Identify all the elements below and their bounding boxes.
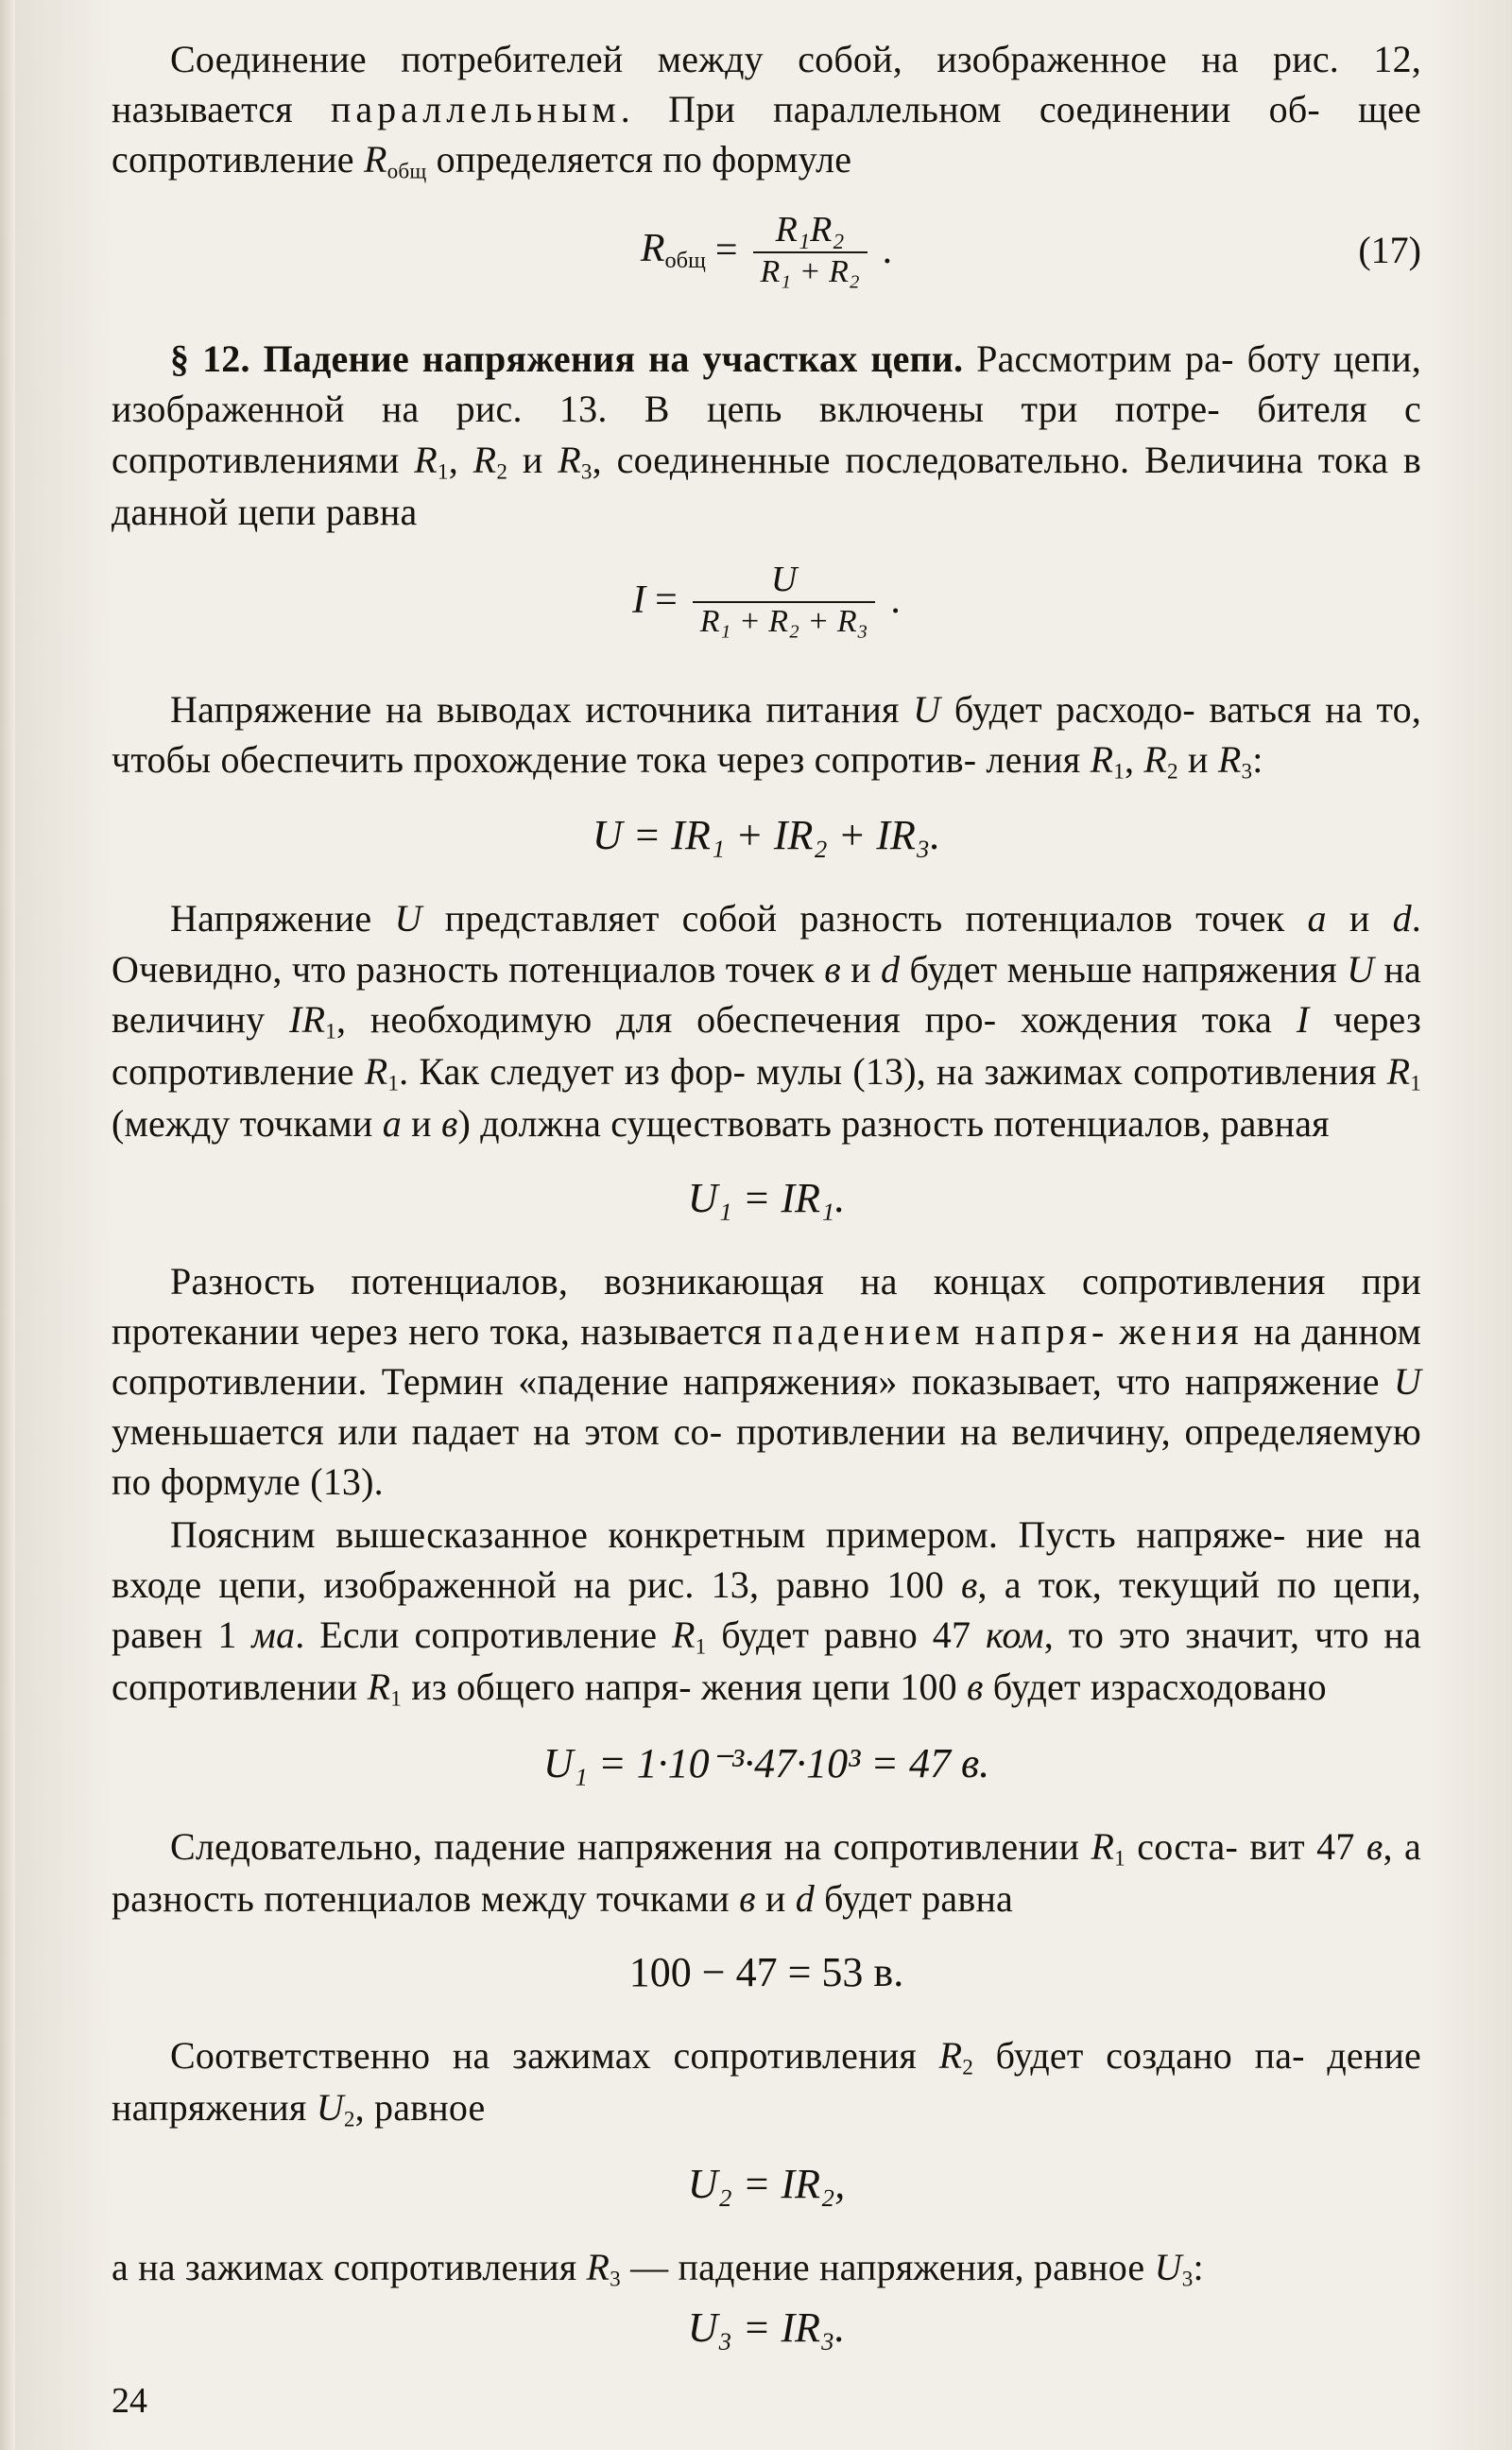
p7-line1a: Следовательно, падение напряжения на сопротивлении [170,1824,1091,1868]
p4-line2c: и [840,947,881,991]
point-d2: d [880,947,901,991]
p8-line2b: , равное [354,2086,486,2130]
symbol-r1: $R_1$ [672,1613,707,1660]
formula-17-tail: . [882,228,893,272]
p1-line3a: щее сопротивление [112,88,1421,181]
p4-line1a: Напряжение [170,897,395,940]
paragraph-5 [112,1256,1421,1508]
p5-line4b: уменьшается или падает на этом со- [112,1410,723,1454]
p4-line3b: на величину [112,947,1421,1041]
page-footer [112,2380,1421,2450]
formula-17 [640,209,893,289]
formula-current-denominator: R₁ + R₂ + R₃ [693,601,876,639]
p5-line4a: показывает, что напряжение [911,1359,1394,1403]
p4-line5d: ) [457,1102,472,1146]
formula-17-lhs: $R_{общ}$ [640,227,706,273]
p4-line4c: . Как следует из фор- [399,1050,747,1094]
p4-line3c: , необходимую для обеспечения про- [336,997,997,1041]
spacer [112,309,1421,334]
symbol-u: U [394,897,422,940]
point-d: d [795,1876,815,1920]
p1-line2a: называется [112,88,331,131]
p1-line1: Соединение потребителей между собой, изображенное на рис. 12, [170,38,1421,80]
p4-line5c: и [401,1102,441,1146]
p5-line5: противлении на величину, определяемую по формуле (13). [112,1410,1422,1504]
symbol-r1: $R_1$ [1090,737,1125,785]
symbol-u: U [913,687,941,731]
p7-line2d: будет равна [814,1876,1014,1920]
symbol-r1: $R_1$ [367,1665,403,1712]
paragraph-6 [112,1510,1421,1715]
p5-spaced-term-3: жения [1119,1309,1244,1353]
p8-line2a: дение напряжения [112,2034,1422,2130]
p6-line2b: , а ток, [977,1562,1102,1606]
point-a: а [382,1102,402,1146]
formula-u-row [112,811,1421,859]
symbol-r1: $R_1$ [364,1050,400,1096]
formula-u: U = IR₁ + IR₂ + IR₃. [592,812,941,859]
formula-current-fraction [693,561,876,639]
p4-line5b: (между точками [112,1102,383,1146]
p1-line3b: определяется по формуле [426,138,852,181]
formula-u1-row [112,1174,1421,1222]
symbol-r1: $R_1$ [1386,1050,1421,1096]
p7-line1b: соста- [1125,1824,1239,1868]
p5-line1: Разность потенциалов, возникающая на концах сопротивления [170,1259,1326,1303]
spacer [112,2017,1421,2030]
paragraph-1 [112,34,1421,187]
p6-line3b: . Если сопротивление [295,1613,672,1656]
p9-line1a: а на зажимах сопротивления [112,2245,587,2288]
formula-u3-row [112,2303,1421,2352]
p2-line3b: , соединенные последовательно. Величина тока в данной цепи равна [112,438,1421,534]
p5-line3: на данном сопротивлении. Термин «падение напряжения» [112,1309,1422,1403]
symbol-r3: $R_3$ [558,438,593,485]
formula-u2: U₂ = IR₂, [687,2160,846,2207]
page-number: 24 [112,2381,147,2422]
formula-u2-row [112,2160,1421,2208]
point-a: а [1307,897,1327,940]
p7-line2a: вит 47 [1249,1824,1366,1868]
spacer [112,660,1421,684]
p4-line4a: хождения тока [1020,997,1297,1041]
point-d: d [1392,897,1412,940]
p7-line2c: и [755,1876,796,1920]
p2-line1: Рассмотрим ра- [963,337,1234,381]
p3-line2: ваться на то, чтобы обеспечить прохождение тока через сопротив- [112,687,1422,781]
symbol-r3: $R_3$ [1217,737,1253,785]
unit-volt: в [960,1562,978,1606]
p4-line2a: и [1349,897,1393,940]
p5-spaced-term-1: падением [772,1309,965,1353]
formula-17-number: (17) [1358,229,1421,271]
symbol-r2: $R_2$ [472,438,508,485]
symbol-r2: $R_2$ [1143,737,1178,785]
spacer [112,880,1421,893]
p6-line5b: будет израсходовано [983,1665,1327,1709]
formula-current-row [112,561,1421,639]
p5-spaced-term-2: напря- [974,1309,1109,1353]
p5-line2a: при протекании через него тока, называется [112,1259,1421,1353]
p2-line3a: бителя с сопротивлениями [112,388,1421,481]
page-content [112,34,1421,2450]
symbol-u: U [1347,947,1375,991]
p9-line1c: : [1193,2245,1204,2288]
point-v: в [824,947,841,991]
spacer [112,1808,1421,1821]
formula-17-fraction [753,209,868,289]
formula-example: U₁ = 1·10⁻³·47·10³ = 47 в. [542,1739,990,1786]
point-v: в [739,1876,756,1920]
p9-line1b: — падение напряжения, равное [620,2245,1155,2288]
p6-line3a: текущий по цепи, равен 1 [112,1562,1422,1656]
paragraph-9 [112,2242,1421,2294]
paragraph-4 [112,893,1421,1148]
symbol-ir1: $IR_1$ [289,997,336,1044]
symbol-r1: $R_1$ [414,438,449,485]
formula-diff: 100 − 47 = 53 в. [628,1949,904,1996]
p2-line2: боту цепи, изображенной на рис. 13. В цепь включены три потре- [112,337,1421,431]
paragraph-7 [112,1821,1421,1924]
formula-17-denominator: R₁ + R₂ [753,251,868,289]
point-v: в [440,1102,458,1146]
spacer [112,1243,1421,1256]
formula-current-numerator: U [770,560,798,600]
symbol-r3: $R_3$ [586,2245,621,2292]
section-12-heading: § 12. Падение напряжения на участках цепи. [170,337,964,381]
paragraph-3: Напряжение на выводах источника питания U будет расходо- ваться на то, чтобы обеспечить прохождение тока через сопротив- ления $R_1$, $R_2$ и $R_3$: [112,687,1422,785]
p3-line3: ления [986,737,1091,781]
symbol-r1: $R_1$ [1091,1824,1125,1872]
formula-current [632,561,901,639]
symbol-r-obsch: $R_{общ}$ [363,138,427,184]
symbol-u: U [1393,1359,1422,1403]
symbol-u3: $U_3$ [1154,2245,1194,2292]
formula-u3: U₃ = IR₃. [687,2304,846,2352]
symbol-u2: $U_2$ [316,2086,355,2132]
unit-volt: в [967,1665,984,1709]
formula-example-row [112,1739,1421,1787]
formula-current-tail: . [890,578,901,622]
p6-line1: Поясним вышесказанное конкретным примером. Пусть напряже- [170,1512,1286,1556]
p4-line6: должна существовать разность потенциалов, равная [480,1102,1330,1146]
p4-line1b: представляет собой разность потенциалов точек [421,897,1308,940]
p4-line5a: мулы (13), на зажимах сопротивления [756,1050,1387,1094]
paragraph-8 [112,2030,1421,2135]
p6-line5a: жения цепи 100 [700,1665,967,1709]
formula-diff-row [112,1948,1421,1996]
unit-volt: в [1366,1824,1383,1868]
formula-current-eq: = [655,578,678,622]
p6-line4c: из общего напря- [402,1665,692,1709]
formula-17-row [112,209,1421,289]
p8-line1b: будет создано па- [973,2034,1305,2078]
p4-line3a: напряжения [1142,947,1348,991]
p4-line2d: будет меньше [900,947,1133,991]
unit-kiloohm: ком [985,1613,1044,1656]
symbol-i: I [1296,997,1310,1041]
p6-line4a: 47 [932,1613,986,1656]
p1-line2b: . При параллельном соединении об- [620,88,1320,131]
p6-line3c: будет равно [706,1613,918,1656]
p1-spaced-term: параллельным [331,88,621,131]
formula-u1: U₁ = IR₁. [687,1174,846,1221]
unit-milliamp: ма [251,1613,296,1656]
formula-17-eq: = [714,228,738,272]
formula-current-lhs: I [632,578,646,622]
p8-line1a: Соответственно на зажимах сопротивления [170,2034,939,2078]
p6-line4b: , то это значит, что на сопротивлении [112,1613,1421,1709]
symbol-r2: $R_2$ [938,2034,974,2080]
p7-line2b: , а разность потенциалов между точками [112,1824,1421,1920]
p4-line2b: . Очевидно, что разность потенциалов точек [112,897,1421,991]
spacer [112,2229,1421,2242]
formula-17-numerator: R₁R₂ [775,209,845,250]
p3-line1b: будет расходо- [940,687,1195,731]
p6-line2a: ние на входе цепи, изображенной на рис. 13, равно 100 [112,1512,1421,1606]
p4-line4b: через сопротивление [112,997,1421,1094]
paragraph-2: § 12. Падение напряжения на участках цепи. Рассмотрим ра- боту цепи, изображенной на рис. 13. В цепь включены три потре- бителя с сопротивлениями $R_1$, $R_2$ и $R_3$, соединенные последовательно. Величина тока в данной цепи равна [112,337,1421,534]
p3-line1a: Напряжение на выводах источника питания [170,687,914,731]
